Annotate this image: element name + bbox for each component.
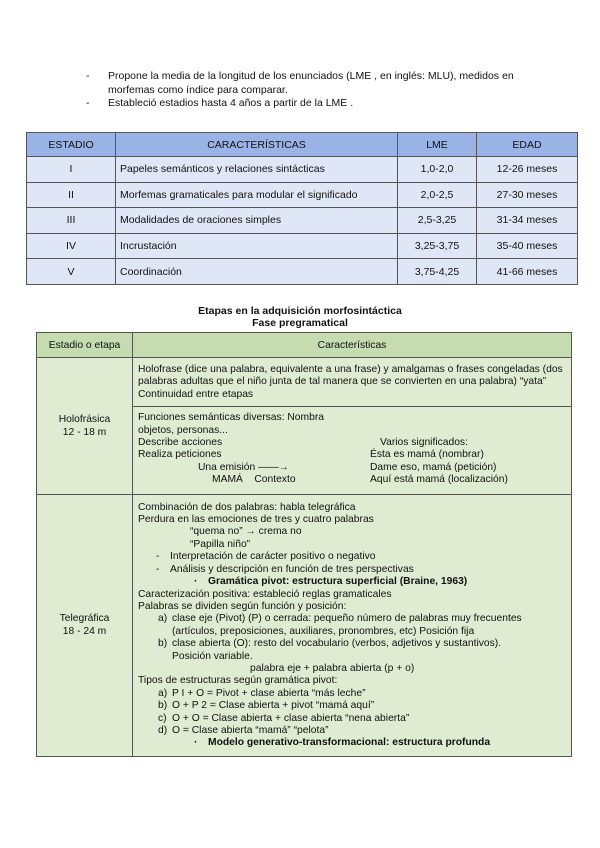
text-line: Modelo generativo-transformacional: estructura profunda	[208, 737, 491, 749]
text-line: Posición variable.	[172, 650, 253, 662]
stage-cell-holofrasica	[37, 358, 133, 495]
header-estadio: ESTADIO	[27, 133, 116, 157]
two-column-line	[138, 449, 567, 461]
item-letter: c)	[158, 712, 167, 724]
text-line: Palabras se dividen según función y posición:	[138, 600, 347, 612]
dot-marker: ·	[194, 737, 198, 749]
text-line: Funciones semánticas diversas: Nombra	[138, 412, 324, 424]
bold-heading	[138, 737, 567, 749]
stage-name: Telegráfica	[59, 613, 110, 625]
cell-lme: 2,0-2,5	[398, 182, 477, 208]
text-line: MAMÁ Contexto	[212, 474, 296, 486]
table-row	[37, 358, 572, 407]
text-line: Continuidad entre etapas	[138, 388, 254, 400]
intro-bullets	[86, 70, 546, 111]
bullet-marker: -	[86, 97, 90, 109]
bullet-text: Propone la media de la longitud de los enunciados (LME , en inglés: MLU), medidos en morfemas como índice para comparar.	[108, 70, 514, 96]
header-edad: EDAD	[477, 133, 578, 157]
table-row	[27, 233, 578, 259]
header-estadio-etapa: Estadio o etapa	[37, 333, 133, 358]
cell-estadio: II	[27, 182, 116, 208]
cell-estadio: IV	[27, 233, 116, 259]
two-column-line	[138, 437, 567, 449]
table-header-row	[27, 133, 578, 157]
dash-item	[138, 564, 567, 576]
text-line: Varios significados:	[380, 437, 468, 449]
item-letter: d)	[158, 724, 168, 736]
cell-edad: 35-40 meses	[477, 233, 578, 259]
item-letter: a)	[158, 613, 168, 625]
bullet-text: Estableció estadios hasta 4 años a partir de la LME .	[108, 97, 354, 109]
text-line: Aquí está mamá (localización)	[370, 474, 508, 486]
formula-line: palabra eje + palabra abierta (p + o)	[250, 662, 415, 674]
text-line: Combinación de dos palabras: habla telegráfica	[138, 501, 356, 513]
text-line: Ésta es mamá (nombrar)	[370, 449, 484, 461]
cell-lme: 3,75-4,25	[398, 259, 477, 285]
table-row	[27, 259, 578, 285]
item-letter: b)	[158, 638, 168, 650]
text-line: (artículos, preposiciones, auxiliares, pronombres, etc) Posición fija	[172, 625, 475, 637]
text-line: clase eje (Pivot) (P) o cerrada: pequeño número de palabras muy frecuentes	[172, 613, 522, 625]
text-line: “Papilla niño”	[190, 538, 251, 550]
dash-marker: -	[156, 551, 160, 563]
text-line: Dame eso, mamá (petición)	[370, 461, 497, 473]
text-line: Una emisión ——→	[198, 461, 289, 473]
bullet-marker: -	[86, 70, 90, 82]
stages-table	[26, 132, 578, 285]
cell-caracteristicas: Morfemas gramaticales para modular el significado	[116, 182, 398, 208]
holofrasica-block-2	[133, 407, 572, 494]
cell-estadio: I	[27, 157, 116, 183]
cell-caracteristicas: Coordinación	[116, 259, 398, 285]
cell-edad: 27-30 meses	[477, 182, 578, 208]
text-line: O = Clase abierta “mamá” “pelota”	[172, 724, 329, 736]
lettered-item	[138, 725, 567, 737]
text-line: O + P 2 = Clase abierta + pivot “mamá aquí”	[172, 700, 375, 712]
lettered-item	[138, 700, 567, 712]
stage-age: 12 - 18 m	[62, 426, 107, 438]
header-caracteristicas: CARACTERÍSTICAS	[116, 133, 398, 157]
table-row	[37, 494, 572, 756]
header-caracteristicas: Características	[133, 333, 572, 358]
cell-edad: 41-66 meses	[477, 259, 578, 285]
cell-lme: 3,25-3,75	[398, 233, 477, 259]
cell-caracteristicas: Papeles semánticos y relaciones sintácticas	[116, 157, 398, 183]
dash-marker: -	[156, 563, 160, 575]
text-line: Análisis y descripción en función de tres perspectivas	[170, 563, 414, 575]
text-line: objetos, personas...	[138, 424, 228, 436]
cell-lme: 1,0-2,0	[398, 157, 477, 183]
cell-edad: 12-26 meses	[477, 157, 578, 183]
cell-estadio: V	[27, 259, 116, 285]
text-line: Caracterización positiva: estableció reglas gramaticales	[138, 588, 392, 600]
section-subtitle: Fase pregramatical	[252, 317, 348, 329]
text-line: Describe acciones	[138, 437, 223, 449]
holofrasica-block-1	[133, 358, 572, 407]
stage-age: 18 - 24 m	[62, 626, 107, 638]
text-line: Perdura en las emociones de tres y cuatro palabras	[138, 514, 374, 526]
text-line: Interpretación de carácter positivo o negativo	[170, 551, 376, 563]
cell-caracteristicas: Incrustación	[116, 233, 398, 259]
two-column-line	[138, 474, 567, 486]
table-row	[27, 208, 578, 234]
text-line: P I + O = Pivot + clase abierta “más leche”	[172, 687, 366, 699]
cell-estadio: III	[27, 208, 116, 234]
text-line: clase abierta (O): resto del vocabulario (verbos, adjetivos y sustantivos).	[172, 638, 502, 650]
text-line: Holofrase (dice una palabra, equivalente a una frase) y amalgamas o frases congeladas (dos palabras adultas que el niño junta de tal manera que se convierten en una palabra) “yata”	[138, 364, 563, 388]
cell-caracteristicas: Modalidades de oraciones simples	[116, 208, 398, 234]
lettered-item	[138, 688, 567, 700]
dash-item	[138, 551, 567, 563]
text-line: Gramática pivot: estructura superficial (Braine, 1963)	[208, 576, 468, 588]
text-line: Realiza peticiones	[138, 449, 222, 461]
phases-table	[36, 332, 572, 757]
bullet-item	[86, 97, 546, 111]
two-column-line	[138, 462, 567, 474]
lettered-item	[138, 713, 567, 725]
bullet-item	[86, 70, 546, 97]
item-letter: b)	[158, 700, 168, 712]
table-row	[27, 182, 578, 208]
bold-heading	[138, 576, 567, 588]
stage-name: Holofrásica	[58, 413, 111, 425]
lettered-item	[138, 638, 567, 650]
text-line: “quema no” → crema no	[190, 526, 302, 538]
table-header-row	[37, 333, 572, 358]
lettered-item	[138, 613, 567, 625]
cell-lme: 2,5-3,25	[398, 208, 477, 234]
header-lme: LME	[398, 133, 477, 157]
text-line: Tipos de estructuras según gramática pivot:	[138, 675, 338, 687]
text-line: O + O = Clase abierta + clase abierta “nena abierta”	[172, 712, 410, 724]
table-row	[27, 157, 578, 183]
cell-edad: 31-34 meses	[477, 208, 578, 234]
section-title: Etapas en la adquisición morfosintáctica	[198, 305, 402, 317]
telegrafica-block	[133, 494, 572, 756]
dot-marker: ·	[194, 576, 198, 588]
item-letter: a)	[158, 687, 168, 699]
stage-cell-telegrafica	[37, 494, 133, 756]
